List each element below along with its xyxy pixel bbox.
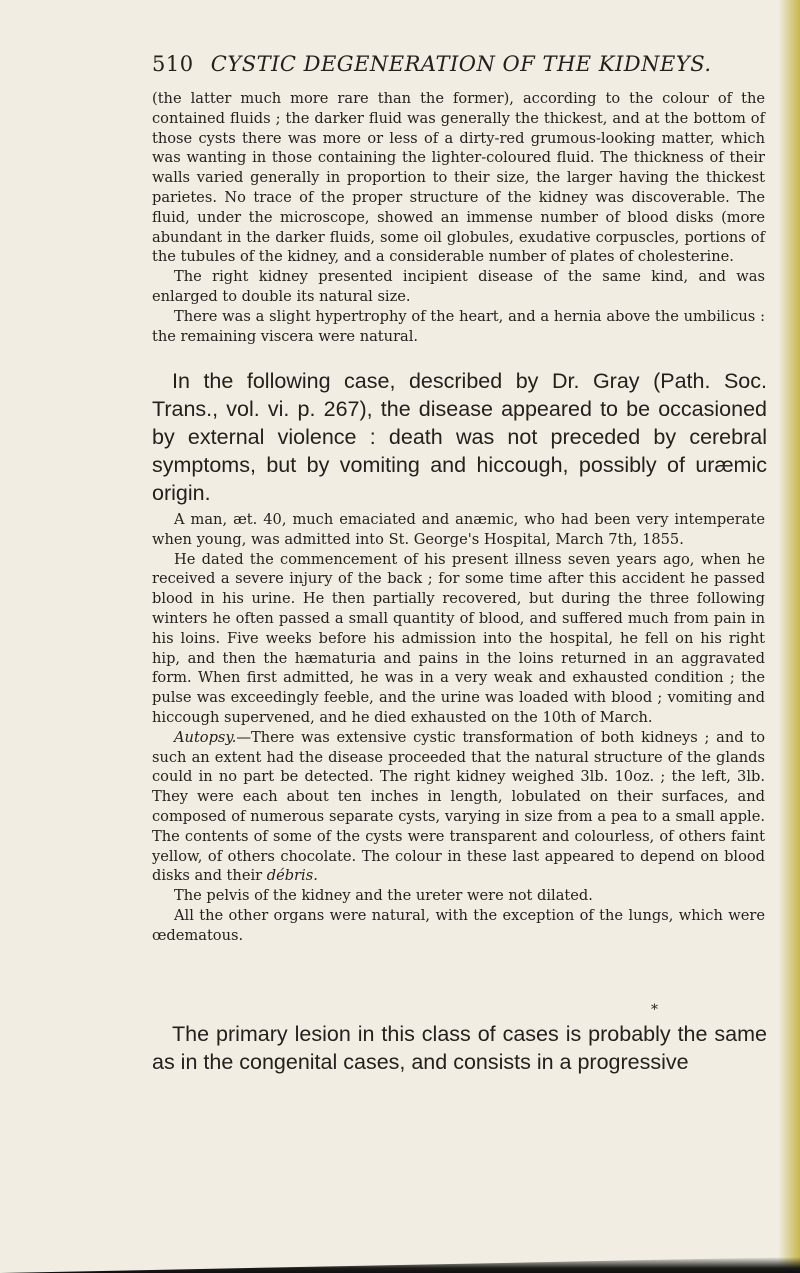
paragraph: The right kidney presented incipient disease of the same kind, and was enlarged to double its natural size. <box>152 268 765 305</box>
body-paragraph-primary-lesion <box>152 1020 767 1076</box>
body-paragraph-gray-case <box>152 367 767 507</box>
paragraph: The primary lesion in this class of cases is probably the same as in the congenital cases, and consists in a progressive <box>152 1022 767 1074</box>
scan-edge-shadow <box>0 1257 800 1273</box>
page-number: 510 <box>152 52 194 76</box>
debris-word: débris. <box>266 867 318 885</box>
running-header <box>152 52 762 76</box>
autopsy-text: —There was extensive cystic transformation of both kidneys ; and to such an extent had the disease proceeded that the natural structure of the glands could in no part be detected. The right kidney weighed 3lb. 10oz. ; the left, 3lb. They were each about ten inches in length, lobulated on their surfaces, and composed of numerous separate cysts, varying in size from a pea to a small apple. The contents of some of the cysts were transparent and colourless, of others faint yellow, of others chocolate. The colour in these last appeared to depend on blood disks and their <box>152 728 765 885</box>
case-notes-continued <box>152 89 765 346</box>
paragraph: A man, æt. 40, much emaciated and anæmic, who had been very intemperate when young, was admitted into St. George's Hospital, March 7th, 1855. <box>152 511 765 548</box>
autopsy-paragraph <box>152 728 765 886</box>
paragraph: The pelvis of the kidney and the ureter were not dilated. <box>174 887 593 905</box>
paragraph: In the following case, described by Dr. Gray (Path. Soc. Trans., vol. vi. p. 267), the disease appeared to be occasioned by external violence : death was not preceded by cerebral symptoms, but by vomiting and hiccough, possibly of uræmic origin. <box>152 369 767 505</box>
margin-mark: * <box>651 1002 658 1018</box>
autopsy-label: Autopsy. <box>174 728 237 746</box>
running-title: CYSTIC DEGENERATION OF THE KIDNEYS. <box>210 52 712 76</box>
paragraph: There was a slight hypertrophy of the heart, and a hernia above the umbilicus : the remaining viscera were natural. <box>152 307 765 345</box>
case-notes-gray <box>152 510 765 946</box>
page-edge-shadow <box>778 0 800 1273</box>
paragraph: (the latter much more rare than the former), according to the colour of the contained fluids ; the darker fluid was generally the thickest, and at the bottom of those cysts there was more or less of a dirty-red grumous-looking matter, which was wanting in those containing the lighter-coloured fluid. The thickness of their walls varied generally in proportion to their size, the larger having the thickest parietes. No trace of the proper structure of the kidney was discoverable. The fluid, under the microscope, showed an immense number of blood disks (more abundant in the darker fluids, some oil globules, exudative corpuscles, portions of the tubules of the kidney, and a considerable number of plates of cholesterine. <box>152 90 765 266</box>
paragraph: All the other organs were natural, with the exception of the lungs, which were œdematous. <box>152 906 765 944</box>
paragraph: He dated the commencement of his present illness seven years ago, when he received a severe injury of the back ; for some time after this accident he passed blood in his urine. He then partially recovered, but during the three following winters he often passed a small quantity of blood, and suffered much from pain in his loins. Five weeks before his admission into the hospital, he fell on his right hip, and then the hæmaturia and pains in the loins returned in an aggravated form. When first admitted, he was in a very weak and exhausted condition ; the pulse was exceedingly feeble, and the urine was loaded with blood ; vomiting and hiccough supervened, and he died exhausted on the 10th of March. <box>152 550 765 726</box>
